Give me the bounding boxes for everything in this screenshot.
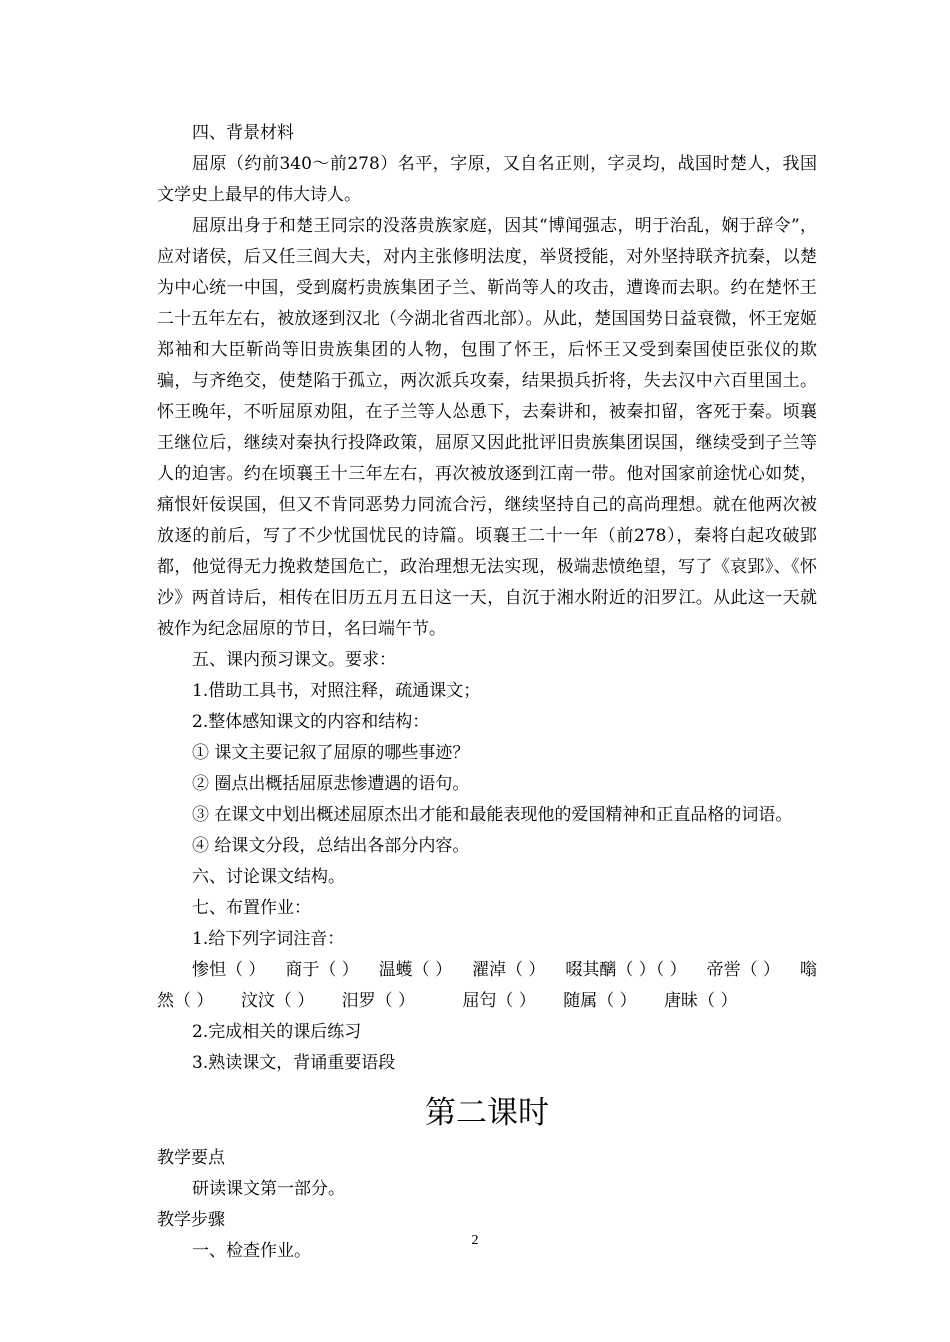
pinyin-word: 濯淖（ ） <box>472 960 546 980</box>
pinyin-word: 屈匄（ ） <box>462 991 536 1011</box>
section4-biography: 屈原出身于和楚王同宗的没落贵族家庭，因其“博闻强志，明于治乱，娴于辞令”，应对诸侯，后又任三闾大夫，对内主张修明法度，举贤授能，对外坚持联齐抗秦，以楚为中心统一中国，受到腐朽贵族集团子兰、靳尚等人的攻击，遭谗而去职。约在楚怀王二十五年左右，被放逐到汉北（今湖北省西北部）。从此，楚国国势日益衰微，怀王宠姬郑袖和大臣靳尚等旧贵族集团的人物，包围了怀王，后怀王又受到秦国使臣张仪的欺骗，与齐绝交，使楚陷于孤立，两次派兵攻秦，结果损兵折将，失去汉中六百里国土。怀王晚年，不听屈原劝阻，在子兰等人怂恿下，去秦讲和，被秦扣留，客死于秦。顷襄王继位后，继续对秦执行投降政策，屈原又因此批评旧贵族集团误国，继续受到子兰等人的迫害。约在顷襄王十三年左右，再次被放逐到江南一带。他对国家前途忧心如焚，痛恨奸佞误国，但又不肯同恶势力同流合污，继续坚持自己的高尚理想。就在他两次被放逐的前后，写了不少忧国忧民的诗篇。顷襄王二十一年（前278），秦将白起攻破郢都，他觉得无力挽救楚国危亡，政治理想无法实现，极端悲愤绝望，写了《哀郢》、《怀沙》两首诗后，相传在旧历五月五日这一天，自沉于湘水附近的汨罗江。从此这一天就被作为纪念屈原的节日，名曰端午节。 <box>157 216 817 639</box>
page-number: 2 <box>471 1233 479 1248</box>
pinyin-word: 商于（ ） <box>285 960 359 980</box>
teaching-focus-heading: 教学要点 <box>157 1148 225 1168</box>
section5-heading: 五、课内预习课文。要求： <box>192 650 396 670</box>
pinyin-word: 汨罗（ ） <box>341 991 416 1011</box>
section4-intro: 屈原（约前340～前278）名平，字原，又自名正则，字灵均，战国时楚人，我国文学史上最早的伟大诗人。 <box>157 154 817 205</box>
pinyin-word: 惨怛（ ） <box>192 960 266 980</box>
section4-heading: 四、背景材料 <box>192 123 294 143</box>
page-content <box>157 118 817 1267</box>
section7-heading: 七、布置作业： <box>192 898 311 918</box>
pinyin-word: 然（ ） <box>157 991 214 1011</box>
pinyin-exercise-row-1 <box>157 955 817 986</box>
section5-item-2: 2.整体感知课文的内容和结构： <box>192 712 430 732</box>
pinyin-word: 温蠖（ ） <box>378 960 453 980</box>
section5-sub-4: ④ 给课文分段，总结出各部分内容。 <box>192 836 470 856</box>
teaching-focus-text: 研读课文第一部分。 <box>192 1179 345 1199</box>
section5-sub-2: ② 圈点出概括屈原悲惨遭遇的语句。 <box>192 774 470 794</box>
teaching-step-1: 一、检查作业。 <box>192 1241 311 1261</box>
pinyin-word: 帝喾（ ） <box>706 960 781 980</box>
section6-heading: 六、讨论课文结构。 <box>192 867 345 887</box>
pinyin-word: 汶汶（ ） <box>240 991 315 1011</box>
pinyin-word: 唐昧（ ） <box>664 991 738 1011</box>
pinyin-word: 啜其醨（ ）（ ） <box>565 960 687 980</box>
lesson2-title: 第二课时 <box>425 1095 549 1131</box>
pinyin-word: 嗡 <box>799 960 817 980</box>
section7-item-1: 1.给下列字词注音： <box>192 929 345 949</box>
section7-item-3: 3.熟读课文，背诵重要语段 <box>192 1053 396 1073</box>
pinyin-exercise-row-2 <box>157 986 817 1017</box>
pinyin-word: 随属（ ） <box>563 991 637 1011</box>
teaching-steps-heading: 教学步骤 <box>157 1210 225 1230</box>
section7-item-2: 2.完成相关的课后练习 <box>192 1022 362 1042</box>
section5-sub-1: ① 课文主要记叙了屈原的哪些事迹？ <box>192 743 470 763</box>
section5-item-1: 1.借助工具书，对照注释，疏通课文； <box>192 681 481 701</box>
section5-sub-3: ③ 在课文中划出概述屈原杰出才能和最能表现他的爱国精神和正直品格的词语。 <box>192 805 793 825</box>
